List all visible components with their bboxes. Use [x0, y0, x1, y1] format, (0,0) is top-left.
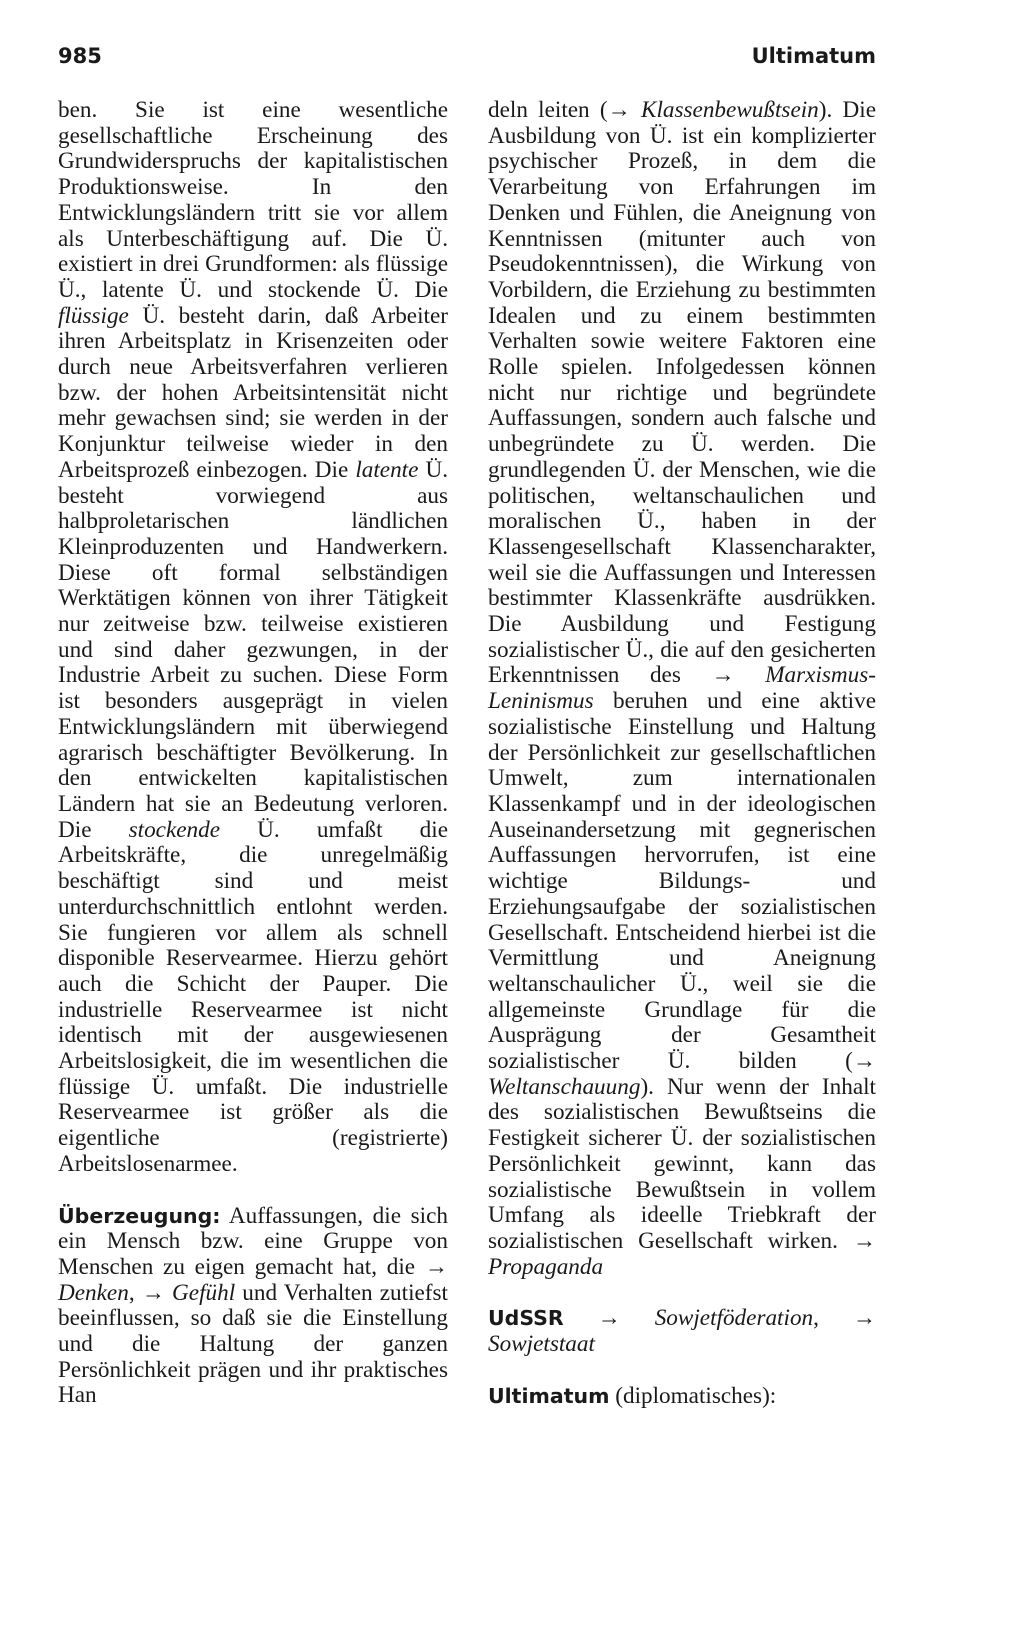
separator: ,: [813, 1305, 819, 1332]
cross-reference-arrow-icon: →: [852, 1305, 877, 1332]
entry-ueberzeugung: [58, 1204, 448, 1410]
body-text: beruhen und eine aktive sozialistische Einstellung und Haltung der Persönlichkeit zur gesellschaftlichen Umwelt, zum internationalen Klassenkampf und in der ideologischen Auseinandersetzung mit gegnerischen Auffassungen hervorrufen, ist eine wichtige Bildungs- und Erziehungsaufgabe der sozialistischen Gesellschaft. Entscheidend hierbei ist die Vermittlung und Aneignung weltanschaulicher Ü., weil sie die allgemeinste Grundlage für die Ausprägung der Gesamtheit sozialistischer Ü. bilden (: [488, 688, 876, 1075]
body-text: ). Nur wenn der Inhalt des sozialistischen Bewußtseins die Festigkeit sicherer Ü. der sozialistischen Persönlichkeit gewinnt, kann das sozialistische Bewußtsein in vollem Umfang als ideelle Triebkraft der sozialistischen Gesellschaft wirken.: [488, 1073, 876, 1254]
page-number: 985: [58, 44, 102, 68]
cross-reference-arrow-icon: →: [711, 662, 735, 689]
lemma-ultimatum: Ultimatum: [488, 1383, 610, 1408]
cross-reference-denken[interactable]: Denken: [58, 1279, 129, 1306]
entry-continuation-paragraph: [58, 98, 448, 1178]
body-text: Auffassungen, die sich ein Mensch bzw. eine Gruppe von Menschen zu eigen gemacht hat, die: [58, 1202, 448, 1280]
cross-reference-arrow-icon: →: [424, 1253, 448, 1280]
cross-reference-gefuehl[interactable]: Gefühl: [172, 1279, 236, 1306]
body-text: deln leiten (: [488, 97, 608, 123]
body-text: ). Die Ausbildung von Ü. ist ein komplizierter psychischer Prozeß, in dem die Verarbeitung von Erfahrungen im Denken und Fühlen, die Aneignung von Kenntnissen (mitunter auch von Pseudokenntnissen), die Wirkung von Vorbildern, die Erziehung zu bestimmten Idealen und zu einem bestimmten Verhalten sowie weitere Faktoren eine Rolle spielen. Infolgedessen können nicht nur richtige und begründete Auffassungen, sondern auch falsche und unbegründete zu Ü. werden. Die grundlegenden Ü. der Menschen, wie die politischen, weltanschaulichen und moralischen Ü., haben in der Klassengesellschaft Klassencharakter, weil sie die Auffassungen und Interessen bestimmter Klassenkräfte ausdrükken. Die Ausbildung und Festigung sozialistischer Ü., die auf den gesicherten Erkenntnissen des: [488, 97, 876, 689]
entry-ueberzeugung-continuation: [488, 98, 876, 1280]
body-text: Ü. besteht vorwiegend aus halbproletarischen ländlichen Kleinproduzenten und Handwerkern. Diese oft formal selbständigen Werktätigen können von ihrer Tätigkeit nur zeitweise bzw. teilweise existieren und sind daher gezwungen, in der Industrie Arbeit zu suchen. Diese Form ist besonders ausgeprägt in vielen Entwicklungsländern mit überwiegend agrarisch beschäftigter Bevölkerung. In den entwickelten kapitalistischen Ländern hat sie an Bedeutung verloren. Die: [58, 456, 448, 843]
lemma-ueberzeugung: Überzeugung:: [58, 1203, 221, 1228]
entry-ultimatum: [488, 1384, 876, 1410]
cross-reference-arrow-icon: →: [607, 97, 631, 123]
separator: ,: [128, 1279, 135, 1306]
term-stockende: stockende: [128, 816, 221, 843]
cross-reference-klassenbewusstsein[interactable]: Klassenbewußtsein: [641, 97, 819, 123]
lemma-udssr: UdSSR: [488, 1306, 564, 1331]
cross-reference-weltanschauung[interactable]: Weltanschauung: [488, 1073, 641, 1100]
cross-reference-arrow-icon: →: [852, 1048, 876, 1075]
cross-reference-arrow-icon: →: [141, 1279, 165, 1306]
cross-reference-propaganda[interactable]: Propaganda: [488, 1253, 604, 1280]
cross-reference-sowjetstaat[interactable]: Sowjetstaat: [488, 1331, 595, 1358]
right-column: [488, 98, 876, 1409]
body-text: (diplomatisches):: [615, 1382, 777, 1409]
running-head-word: Ultimatum: [751, 44, 876, 68]
entry-udssr: [488, 1306, 876, 1357]
cross-reference-arrow-icon: →: [597, 1305, 621, 1332]
body-text: ben. Sie ist eine wesentliche gesellschaftliche Erscheinung des Grundwiderspruchs der kapitalistischen Produktionsweise. In den Entwicklungsländern tritt sie vor allem als Unterbeschäftigung auf. Die Ü. existiert in drei Grundformen: als flüssige Ü., latente Ü. und stockende Ü. Die: [58, 97, 448, 303]
cross-reference-marxismus-leninismus[interactable]: Marxismus-Leninismus: [488, 662, 877, 715]
body-text: Ü. besteht darin, daß Arbeiter ihren Arbeitsplatz in Krisenzeiten oder durch neue Arbeitsverfahren verlieren bzw. der hohen Arbeitsintensität nicht mehr gewachsen sind; sie werden in der Konjunktur teilweise wieder in den Arbeitsprozeß einbezogen. Die: [58, 302, 448, 483]
left-column: [58, 98, 448, 1409]
cross-reference-sowjetfoederation[interactable]: Sowjetföderation: [654, 1305, 814, 1332]
term-fluessige: flüssige: [58, 302, 129, 329]
body-text: Ü. umfaßt die Arbeitskräfte, die unregelmäßig beschäftigt sind und meist unterdurchschnittlich entlohnt werden. Sie fungieren vor allem als schnell disponible Reservearmee. Hierzu gehört auch die Schicht der Pauper. Die industrielle Reservearmee ist nicht identisch mit der ausgewiesenen Arbeitslosigkeit, die im wesentlichen die flüssige Ü. umfaßt. Die industrielle Reservearmee ist größer als die eigentliche (registrierte) Arbeitslosenarmee.: [58, 816, 448, 1177]
term-latente: latente: [355, 456, 419, 483]
cross-reference-arrow-icon: →: [852, 1227, 876, 1254]
body-text: und Verhalten zutiefst beeinflussen, so daß sie die Einstellung und die Haltung der ganzen Persönlichkeit prägen und ihr praktisches Han: [58, 1279, 448, 1409]
